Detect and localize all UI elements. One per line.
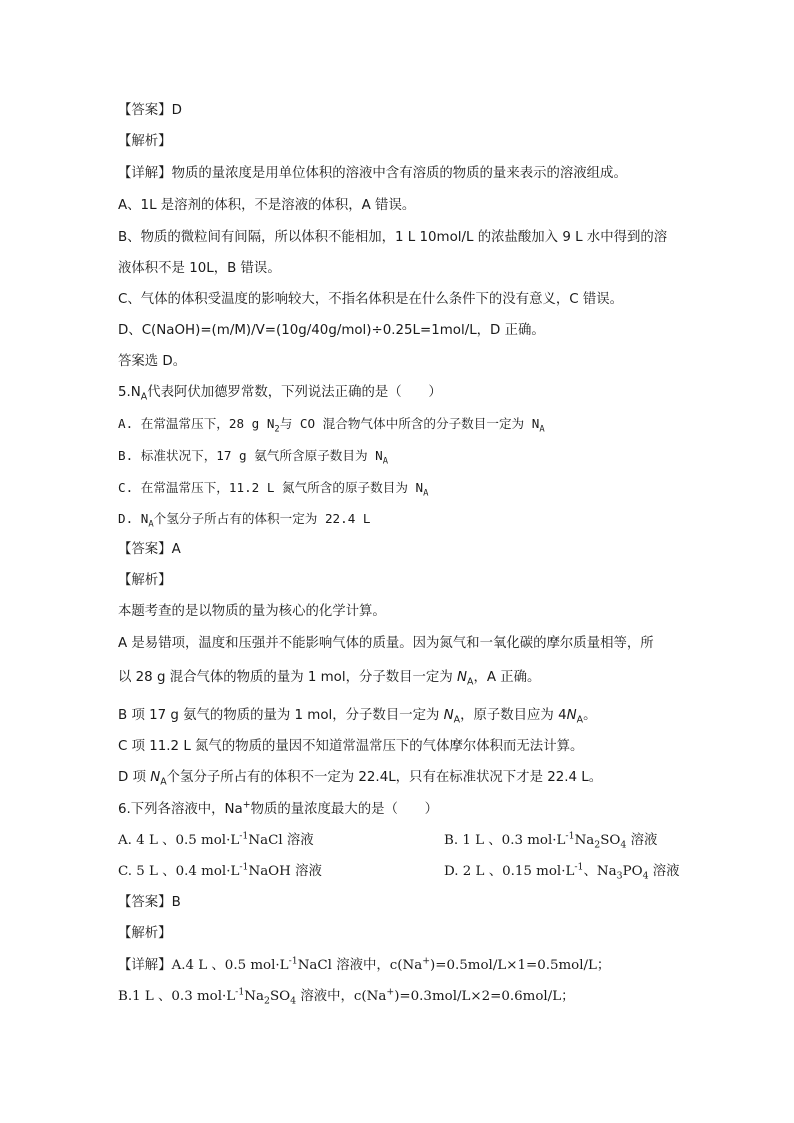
q6-detail-line-2: B.1 L 、0.3 $mol\cdot L^{-1}Na_2SO_4$ 溶液中，c(Na+)=0.3mol/L×2=0.6mol/L； [118,986,575,1007]
q5-option-a: A. 在常温常压下，28 g $N_2$与 CO 混合物气体中所含的分子数目一定为 $N_A$ [118,416,545,435]
q6-detail-line-1: 【详解】A.4 L 、0.5 $mol\cdot L^{-1}NaCl$ 溶液中，c(Na+)=0.5mol/L×1=0.5mol/L； [118,955,611,973]
explanation-a: A、1L 是溶剂的体积，不是溶液的体积，A 错误。 [118,198,416,213]
q5-option-c: C. 在常温常压下，11.2 L 氮气所含的原子数目为 $N_A$ [118,480,429,499]
q5-b-line: B 项 17 g 氨气的物质的量为 1 mol，分子数目一定为 $N_A$，原子数目应为 $4N_A$。 [118,708,597,726]
q6-analysis-label: 【解析】 [118,926,172,941]
q5-d-line: D 项 $N_A$个氢分子所占有的体积不一定为 22.4L，只有在标准状况下才是 22.4 L。 [118,770,603,788]
answer-value: D [171,103,182,118]
q6-option-a: A. 4 L 、0.5 $mol\cdot L^{-1}NaCl$ 溶液 [118,830,314,848]
q5-c-line: C 项 11.2 L 氮气的物质的量因不知道常温常压下的气体摩尔体积而无法计算。 [118,739,584,754]
q5-stem: $5.N_A$代表阿伏加德罗常数，下列说法正确的是（ ） [118,385,442,403]
q5-a-line-2: 以 28 g 混合气体的物质的量为 1 mol，分子数目一定为 $N_A$，A 正确。 [118,670,541,688]
q5-a-line-1: A 是易错项，温度和压强并不能影响气体的质量。因为氮气和一氧化碳的摩尔质量相等，所 [118,636,654,651]
detail-label: 【详解】 [118,166,172,181]
explanation-d: D、C(NaOH)=(m/M)/V=(10g/40g/mol)÷0.25L=1mol/L，D 正确。 [118,323,545,338]
detail-text: 物质的量浓度是用单位体积的溶液中含有溶质的物质的量来表示的溶液组成。 [171,166,627,181]
detail-line-1 [118,164,627,184]
q6-stem: 6.下列各溶液中，Na+物质的量浓度最大的是（ ） [118,799,439,817]
explanation-c: C、气体的体积受温度的影响较大，不指名体积是在什么条件下的没有意义，C 错误。 [118,292,624,307]
q5-analysis-label: 【解析】 [118,573,172,588]
conclusion: 答案选 D。 [118,354,187,369]
analysis-label-1: 【解析】 [118,134,172,149]
q6-option-d: D. 2 L 、0.15 $mol\cdot L^{-1}$、$Na_3PO_4$ 溶液 [444,861,680,882]
q5-option-d: D. $N_A$个氢分子所占有的体积一定为 22.4 L [118,511,371,530]
q5-answer: 【答案】A [118,542,181,557]
q6-answer: 【答案】B [118,895,181,910]
answer-line-1 [118,101,182,121]
explanation-b-1: B、物质的微粒间有间隔，所以体积不能相加，1 L 10mol/L 的浓盐酸加入 9 L 水中得到的溶 [118,230,668,245]
explanation-b-2: 液体积不是 10L，B 错误。 [118,261,281,276]
q5-option-b: B. 标准状况下，17 g 氨气所含原子数目为 $N_A$ [118,448,389,467]
answer-label: 【答案】 [118,103,172,118]
q6-option-c: C. 5 L 、0.4 $mol\cdot L^{-1}NaOH$ 溶液 [118,861,322,879]
q5-intro: 本题考查的是以物质的量为核心的化学计算。 [118,604,386,619]
q6-option-b: B. 1 L 、0.3 $mol\cdot L^{-1}Na_2SO_4$ 溶液 [444,830,658,851]
